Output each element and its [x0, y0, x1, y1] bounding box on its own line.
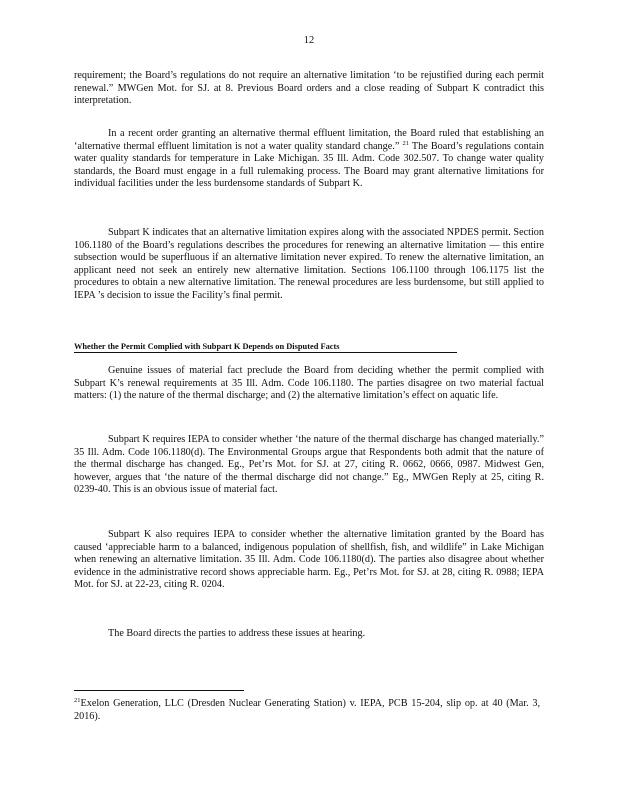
paragraph-3	[74, 227, 544, 302]
paragraph-7	[74, 628, 544, 641]
paragraph-6-text: Subpart K also requires IEPA to consider whether the alternative limitation granted by the Board has caused ‘appreciable harm to a balanced, indigenous population of shellfish, fish, and wildlife” in Lake Michigan when renewing an alternative limitation. 35 Ill. Adm. Code 106.1180(d). The parties also disagree about whether evidence in the administrative record shows appreciable harm. Eg., Pet’rs Mot. for SJ. at 28, citing R. 0988; IEPA Mot. for SJ. at 22-23, citing R. 0204.	[74, 529, 544, 590]
footnote-text: Exelon Generation, LLC (Dresden Nuclear Generating Station) v. IEPA, PCB 15-204, slip op. at 40 (Mar. 3, 2016).	[74, 698, 540, 722]
footnote-divider	[74, 690, 244, 691]
paragraph-2-text: In a recent order granting an alternative thermal effluent limitation, the Board ruled that establishing an ‘alternative thermal effluent limitation is not a water quality standard change.”	[74, 128, 544, 152]
footnote-marker: 21	[74, 697, 81, 704]
paragraph-7-text: The Board directs the parties to address these issues at hearing.	[108, 628, 366, 639]
paragraph-6	[74, 529, 544, 592]
page-number: 12	[303, 35, 315, 46]
footnote-ref: 21	[402, 139, 409, 147]
paragraph-5	[74, 434, 544, 497]
paragraph-2	[74, 128, 544, 191]
paragraph-4-text: Genuine issues of material fact preclude the Board from deciding whether the permit complied with Subpart K’s renewal requirements at 35 Ill. Adm. Code 106.1180. The parties disagree on two material factual matters: (1) the nature of the thermal discharge; and (2) the alternative limitation’s effect on aquatic life.	[74, 365, 544, 401]
paragraph-5-text: Subpart K requires IEPA to consider whether ‘the nature of the thermal discharge has changed materially.” 35 Ill. Adm. Code 106.1180(d). The Environmental Groups argue that Respondents both admit that the nature of the thermal discharge has changed. Eg., Pet’rs Mot. for SJ. at 27, citing R. 0662, 0666, 0987. Midwest Gen, however, argues that ‘the nature of the thermal discharge did not change.” Eg., MWGen Reply at 25, citing R. 0239-40. This is an obvious issue of material fact.	[74, 434, 544, 495]
paragraph-1-text: requirement; the Board’s regulations do not require an alternative limitation ‘to be rejustified during each permit renewal.” MWGen Mot. for SJ. at 8. Previous Board orders and a close reading of Subpart K contradict this interpretation.	[74, 70, 544, 106]
section-heading: Whether the Permit Complied with Subpart K Depends on Disputed Facts	[74, 341, 457, 353]
paragraph-1	[74, 70, 544, 108]
footnote	[74, 698, 540, 723]
paragraph-4	[74, 365, 544, 403]
paragraph-2-text-after: The Board’s regulations contain water quality standards for temperature in Lake Michigan. 35 Ill. Adm. Code 302.507. To change water quality standards, the Board must engage in a full rulemaking process. The Board may grant alternative limitations for individual facilities under the less burdensome standards of Subpart K.	[74, 140, 544, 189]
paragraph-3-text: Subpart K indicates that an alternative limitation expires along with the associated NPDES permit. Section 106.1180 of the Board’s regulations describes the procedures for renewing an alternative limitation — this entire subsection would be superfluous if an alternative limitation never expired. To renew the alternative limitation, an applicant need not seek an entirely new alternative limitation. Sections 106.1100 through 106.1175 list the procedures to obtain a new alternative limitation. The renewal procedures are less burdensome, but still applied to IEPA ’s decision to issue the Facility’s final permit.	[74, 227, 544, 301]
